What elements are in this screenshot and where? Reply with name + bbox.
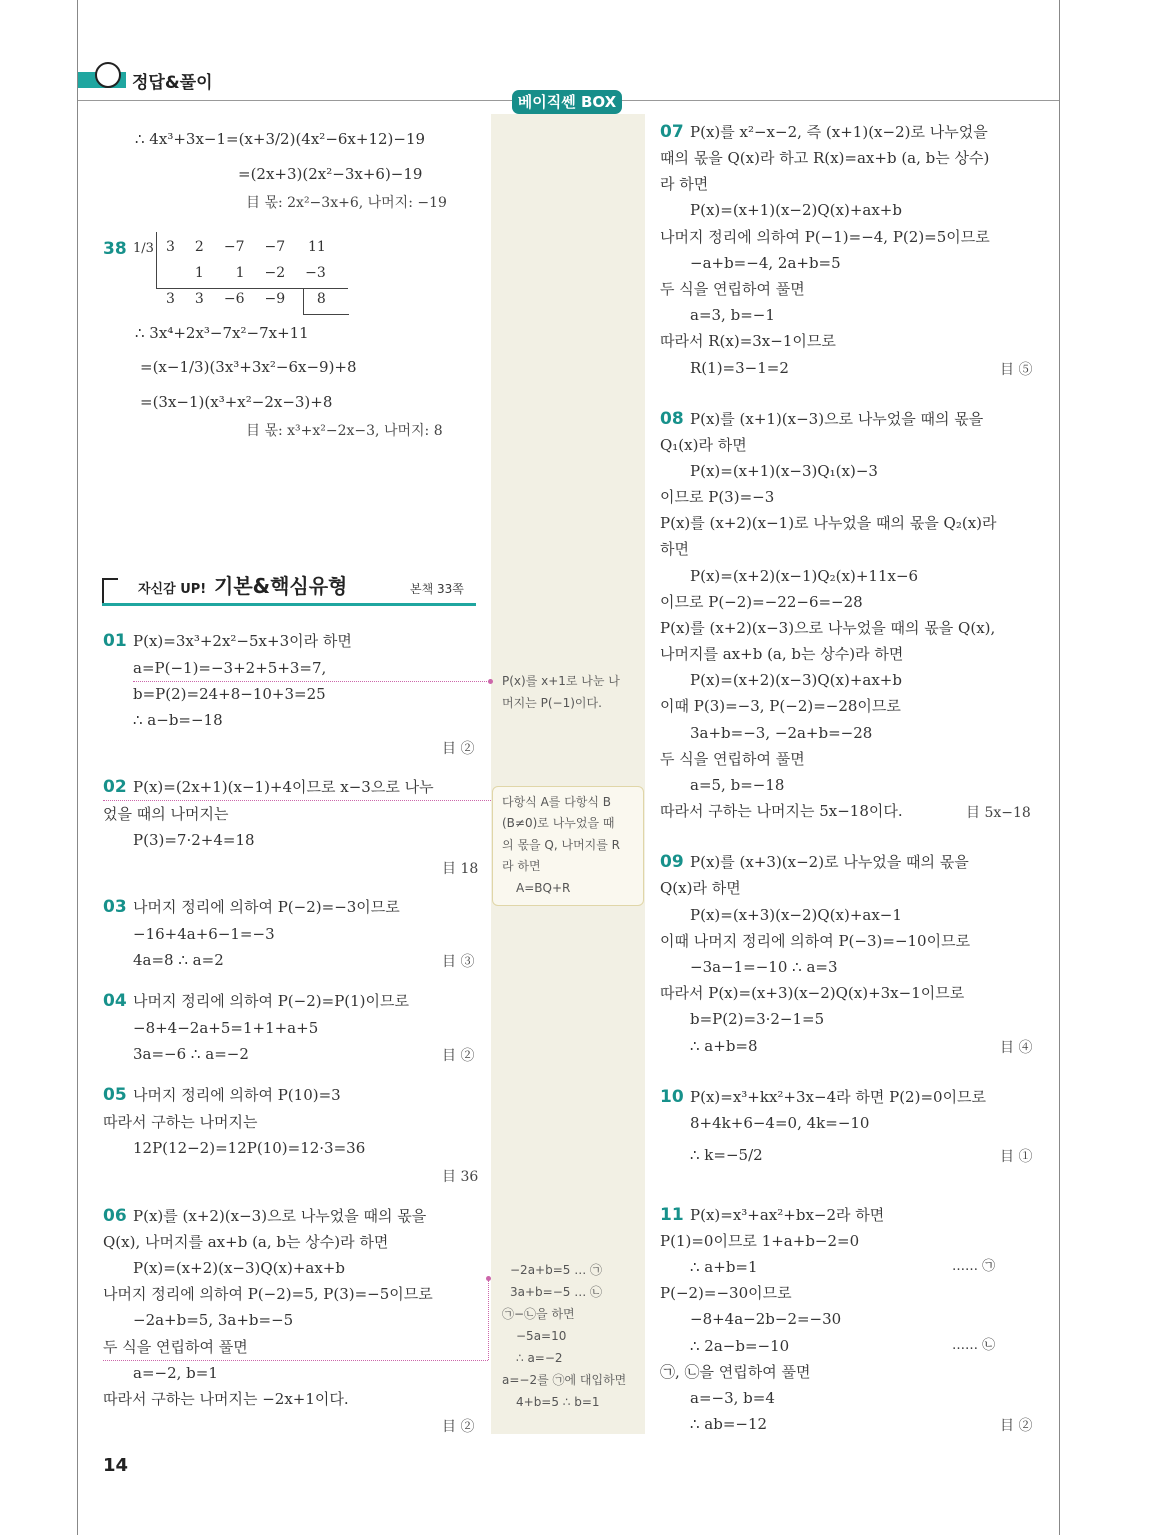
answer-line (966, 802, 1031, 822)
answer-icon: 目 (442, 1169, 456, 1185)
problem-number: 06 (103, 1206, 127, 1226)
answer-icon: 目 (1000, 1149, 1014, 1165)
math-line: 이므로 P(−2)=−22−6=−28 (660, 593, 863, 611)
problem-number: 11 (660, 1205, 684, 1225)
math-line: ㉠, ㉡을 연립하여 풀면 (660, 1363, 811, 1381)
problem-number: 38 (103, 239, 127, 259)
problem-number: 08 (660, 409, 684, 429)
table-cell: 11 (307, 239, 326, 255)
table-cell: 1 (235, 265, 245, 281)
math-line: ∴ 3x⁴+2x³−7x²−7x+11 (135, 324, 309, 342)
math-line: 었을 때의 나머지는 (103, 805, 229, 823)
math-line: a=5, b=−18 (690, 776, 785, 794)
section-subtitle: 자신감 UP! (138, 582, 207, 597)
math-line: 라 하면 (660, 175, 709, 193)
table-cell: −3 (305, 265, 326, 281)
side-note-line: A=BQ+R (516, 881, 571, 895)
math-line: ∴ a+b=8 (690, 1037, 758, 1055)
table-cell: 3 (194, 291, 204, 307)
answer-line (442, 1416, 474, 1436)
section-rule (102, 603, 476, 606)
math-line: 두 식을 연립하여 풀면 (660, 280, 805, 298)
math-line: 나머지 정리에 의하여 P(10)=3 (133, 1086, 341, 1104)
table-cell: −2 (264, 265, 286, 281)
answer-line (1000, 1415, 1032, 1435)
answer-text: 몫: x³+x²−2x−3, 나머지: 8 (264, 423, 443, 439)
math-line: P(x)를 (x+1)(x−3)으로 나누었을 때의 몫을 (690, 410, 984, 428)
answer-icon: 目 (966, 805, 980, 821)
math-line: P(x)=(x+2)(x−3)Q(x)+ax+b (133, 1259, 345, 1277)
math-line: P(1)=0이므로 1+a+b−2=0 (660, 1232, 860, 1250)
answer-icon: 目 (442, 1048, 456, 1064)
side-note-line: a=−2를 ㉠에 대입하면 (502, 1373, 627, 1387)
side-note-line: 의 몫을 Q, 나머지를 R (502, 838, 621, 852)
header-title: 정답&풀이 (132, 73, 213, 93)
answer-text: ⑤ (1018, 362, 1033, 378)
math-line: ∴ k=−5/2 (690, 1146, 763, 1164)
answer-line (1000, 1037, 1032, 1057)
table-cell (156, 260, 185, 286)
side-note-line: ㉠−㉡을 하면 (502, 1307, 575, 1321)
answer-text: ② (460, 1419, 475, 1435)
math-line: P(x)=(x+2)(x−3)Q(x)+ax+b (690, 671, 902, 689)
answer-icon: 目 (1000, 1418, 1014, 1434)
problem-number: 03 (103, 897, 127, 917)
side-note-line: −5a=10 (516, 1329, 567, 1343)
math-line: −8+4−2a+5=1+1+a+5 (133, 1019, 319, 1037)
leader-dot (488, 679, 493, 684)
answer-icon: 目 (442, 741, 456, 757)
math-line: ∴ 2a−b=−10 (690, 1337, 790, 1355)
math-line: 나머지를 ax+b (a, b는 상수)라 하면 (660, 645, 904, 663)
math-line: 나머지 정리에 의하여 P(−1)=−4, P(2)=5이므로 (660, 228, 990, 246)
side-note-line: −2a+b=5 … ㉠ (510, 1263, 603, 1277)
math-line: a=P(−1)=−3+2+5+3=7, (133, 659, 327, 677)
equation-mark: …… ㉠ (952, 1259, 996, 1274)
answer-icon: 目 (442, 954, 456, 970)
table-cell: −9 (264, 291, 286, 307)
leader-line (103, 800, 491, 801)
math-line: P(x)=(x+2)(x−1)Q₂(x)+11x−6 (690, 567, 919, 585)
answer-text: 18 (460, 861, 479, 877)
answer-text: 몫: 2x²−3x+6, 나머지: −19 (264, 195, 447, 211)
answer-text: ③ (460, 954, 475, 970)
answer-line (442, 951, 474, 971)
clock-icon (95, 62, 121, 88)
math-line: R(1)=3−1=2 (690, 359, 789, 377)
answer-line (442, 1166, 478, 1186)
math-line: Q₁(x)라 하면 (660, 436, 747, 454)
math-line: 나머지 정리에 의하여 P(−2)=−3이므로 (133, 898, 400, 916)
answer-icon: 目 (246, 423, 260, 439)
answer-icon: 目 (246, 195, 260, 211)
side-note-column (491, 114, 645, 1434)
math-line: 따라서 구하는 나머지는 −2x+1이다. (103, 1390, 349, 1408)
math-line: ∴ a+b=1 (690, 1258, 758, 1276)
answer-text: 36 (460, 1169, 479, 1185)
side-note-line: 다항식 A를 다항식 B (502, 795, 612, 809)
answer-text: ① (1018, 1149, 1033, 1165)
problem-number: 09 (660, 852, 684, 872)
math-line: 따라서 구하는 나머지는 5x−18이다. (660, 802, 903, 820)
math-line: P(x)=x³+ax²+bx−2라 하면 (690, 1206, 885, 1224)
math-line: =(2x+3)(2x²−3x+6)−19 (238, 165, 423, 183)
math-line: 하면 (660, 540, 689, 558)
math-line: 따라서 구하는 나머지는 (103, 1113, 258, 1131)
answer-text: ② (460, 741, 475, 757)
table-cell: −6 (223, 291, 245, 307)
synthetic-divisor: 1/3 (133, 241, 154, 256)
section-title: 기본&핵심유형 (214, 574, 348, 598)
math-line: P(x)를 (x+3)(x−2)로 나누었을 때의 몫을 (690, 853, 969, 871)
math-line: 따라서 P(x)=(x+3)(x−2)Q(x)+3x−1이므로 (660, 984, 965, 1002)
answer-line (442, 738, 474, 758)
problem-number: 01 (103, 631, 127, 651)
side-note-line: ∴ a=−2 (516, 1351, 563, 1365)
section-reference: 본책 33쪽 (410, 582, 464, 596)
answer-line (1000, 359, 1032, 379)
math-line: b=P(2)=24+8−10+3=25 (133, 685, 326, 703)
answer-text: ④ (1018, 1040, 1033, 1056)
synthetic-division-table (156, 234, 336, 312)
box-badge: 베이직쎈 BOX (512, 90, 622, 114)
math-line: P(x)=(2x+1)(x−1)+4이므로 x−3으로 나누 (133, 778, 434, 796)
table-cell: 8 (316, 291, 326, 307)
equation-mark: …… ㉡ (952, 1338, 996, 1353)
math-line: 이므로 P(3)=−3 (660, 488, 775, 506)
answer-text: ② (460, 1048, 475, 1064)
answer-line (442, 1045, 474, 1065)
side-note-line: 라 하면 (502, 859, 541, 873)
table-row (156, 234, 336, 260)
problem-number: 07 (660, 122, 684, 142)
math-line: 나머지 정리에 의하여 P(−2)=P(1)이므로 (133, 992, 410, 1010)
answer-icon: 目 (442, 1419, 456, 1435)
math-line: P(x)를 x²−x−2, 즉 (x+1)(x−2)로 나누었을 (690, 123, 988, 141)
answer-text: ② (1018, 1418, 1033, 1434)
table-cell: 1 (194, 265, 204, 281)
leader-line (103, 1360, 488, 1361)
math-line: 따라서 R(x)=3x−1이므로 (660, 332, 836, 350)
math-line: −2a+b=5, 3a+b=−5 (133, 1311, 294, 1329)
math-line: 두 식을 연립하여 풀면 (660, 750, 805, 768)
math-line: P(x)를 (x+2)(x−3)으로 나누었을 때의 몫을 Q(x), (660, 619, 996, 637)
math-line: b=P(2)=3·2−1=5 (690, 1010, 825, 1028)
answer-line (442, 858, 478, 878)
leader-dot (486, 1276, 491, 1281)
math-line: =(x−1/3)(3x³+3x²−6x−9)+8 (140, 358, 357, 376)
math-line: −16+4a+6−1=−3 (133, 925, 275, 943)
math-line: P(x)=x³+kx²+3x−4라 하면 P(2)=0이므로 (690, 1088, 987, 1106)
table-row (156, 260, 336, 286)
page-number: 14 (103, 1455, 129, 1476)
side-note-line: 머지는 P(−1)이다. (502, 696, 602, 710)
math-line: Q(x), 나머지를 ax+b (a, b는 상수)라 하면 (103, 1233, 389, 1251)
math-line: ∴ a−b=−18 (133, 711, 223, 729)
answer-icon: 目 (1000, 1040, 1014, 1056)
problem-number: 10 (660, 1087, 684, 1107)
math-line: ∴ ab=−12 (690, 1415, 768, 1433)
math-line: 8+4k+6−4=0, 4k=−10 (690, 1114, 870, 1132)
problem-number: 05 (103, 1085, 127, 1105)
table-row (156, 286, 336, 312)
answer-line (246, 420, 443, 440)
math-line: P(x)를 (x+2)(x−3)으로 나누었을 때의 몫을 (133, 1207, 427, 1225)
table-cell: 2 (194, 239, 204, 255)
math-line: 4a=8 ∴ a=2 (133, 951, 224, 969)
math-line: ∴ 4x³+3x−1=(x+3/2)(4x²−6x+12)−19 (135, 130, 426, 148)
table-cell: 3 (166, 291, 175, 307)
side-note-line: 3a+b=−5 … ㉡ (510, 1285, 603, 1299)
problem-number: 02 (103, 777, 127, 797)
math-line: 3a+b=−3, −2a+b=−28 (690, 724, 873, 742)
side-note-line: (B≠0)로 나누었을 때 (502, 816, 615, 830)
math-line: Q(x)라 하면 (660, 879, 741, 897)
table-cell: 3 (166, 239, 175, 255)
math-line: −3a−1=−10 ∴ a=3 (690, 958, 838, 976)
math-line: P(3)=7·2+4=18 (133, 831, 255, 849)
math-line: =(3x−1)(x³+x²−2x−3)+8 (140, 393, 333, 411)
right-page-edge (1059, 0, 1060, 1535)
math-line: a=3, b=−1 (690, 306, 775, 324)
leader-line (133, 681, 489, 682)
math-line: P(x)=(x+3)(x−2)Q(x)+ax−1 (690, 906, 902, 924)
math-line: P(x)=3x³+2x²−5x+3이라 하면 (133, 632, 352, 650)
answer-line (246, 192, 447, 212)
table-cell: −7 (223, 239, 245, 255)
problem-number: 04 (103, 991, 127, 1011)
math-line: P(x)=(x+1)(x−2)Q(x)+ax+b (690, 201, 902, 219)
table-cell: −7 (264, 239, 286, 255)
answer-icon: 目 (442, 861, 456, 877)
math-line: P(−2)=−30이므로 (660, 1284, 792, 1302)
math-line: 12P(12−2)=12P(10)=12·3=36 (133, 1139, 366, 1157)
math-line: 이때 P(3)=−3, P(−2)=−28이므로 (660, 697, 901, 715)
megaphone-icon (102, 578, 118, 604)
math-line: P(x)=(x+1)(x−3)Q₁(x)−3 (690, 462, 878, 480)
math-line: −a+b=−4, 2a+b=5 (690, 254, 841, 272)
leader-line (488, 1280, 489, 1360)
side-note-line: P(x)를 x+1로 나눈 나 (502, 674, 620, 688)
math-line: P(x)를 (x+2)(x−1)로 나누었을 때의 몫을 Q₂(x)라 (660, 514, 997, 532)
math-line: 때의 몫을 Q(x)라 하고 R(x)=ax+b (a, b는 상수) (660, 149, 990, 167)
left-page-edge (77, 0, 78, 1535)
math-line: a=−3, b=4 (690, 1389, 775, 1407)
answer-icon: 目 (1000, 362, 1014, 378)
math-line: 3a=−6 ∴ a=−2 (133, 1045, 249, 1063)
math-line: 이때 나머지 정리에 의하여 P(−3)=−10이므로 (660, 932, 971, 950)
side-note-line: 4+b=5 ∴ b=1 (516, 1395, 600, 1409)
math-line: −8+4a−2b−2=−30 (690, 1310, 842, 1328)
math-line: 두 식을 연립하여 풀면 (103, 1338, 248, 1356)
math-line: a=−2, b=1 (133, 1364, 218, 1382)
answer-text: 5x−18 (984, 805, 1031, 821)
answer-line (1000, 1146, 1032, 1166)
math-line: 나머지 정리에 의하여 P(−2)=5, P(3)=−5이므로 (103, 1285, 433, 1303)
